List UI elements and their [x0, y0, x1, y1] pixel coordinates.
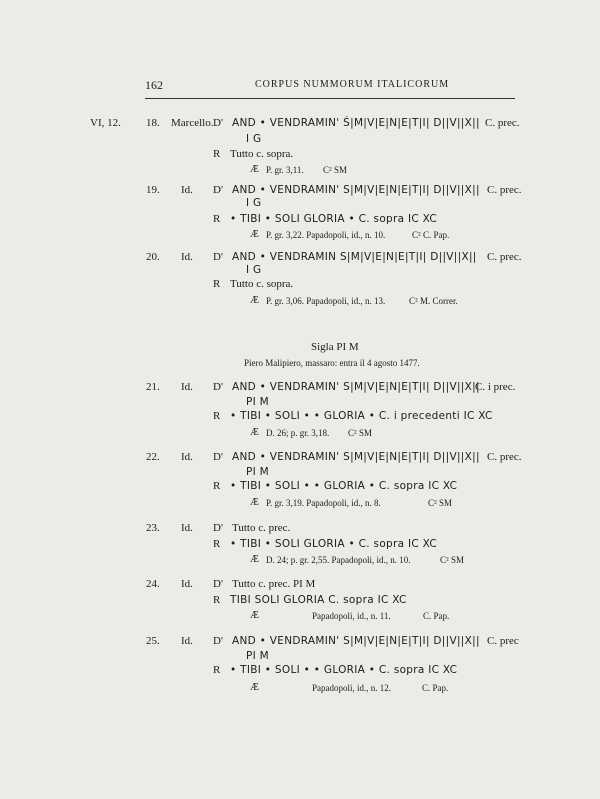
- coin-details: Papadopoli, id., n. 12.: [312, 683, 391, 693]
- sigla-note: Piero Malipiero, massaro: entra il 4 agosto 1477.: [244, 358, 420, 368]
- entry-number: 18.: [146, 117, 160, 129]
- obverse-mark: D': [213, 184, 223, 196]
- entry-number: 23.: [146, 522, 160, 534]
- reverse-legend: Tutto c. sopra.: [230, 278, 294, 290]
- reverse-legend: • TIBI • SOLI • • GLORIA • C. sopra IC XC: [230, 664, 458, 676]
- obverse-mark: D': [213, 251, 223, 263]
- metal-symbol: Æ: [250, 229, 259, 240]
- reverse-mark: R: [213, 148, 221, 160]
- metal-symbol: Æ: [250, 497, 259, 508]
- reverse-mark: R: [213, 538, 221, 550]
- reverse-legend: Tutto c. sopra.: [230, 148, 294, 160]
- reverse-legend: • TIBI • SOLI • • GLORIA • C. i precedenti IC XC: [230, 410, 493, 422]
- obverse-sigla: I G: [246, 264, 262, 276]
- entry-place: Id.: [181, 522, 193, 534]
- obverse-sigla: I G: [246, 197, 262, 209]
- coin-grade: C² SM: [348, 428, 372, 438]
- reverse-mark: R: [213, 410, 221, 422]
- sigla-heading: Sigla PI M: [311, 341, 359, 353]
- metal-symbol: Æ: [250, 554, 259, 565]
- metal-symbol: Æ: [250, 427, 259, 438]
- entry-number: 22.: [146, 451, 160, 463]
- coin-details: P. gr. 3,06. Papadopoli, id., n. 13.: [266, 296, 386, 306]
- coin-details: P. gr. 3,22. Papadopoli, id., n. 10.: [266, 230, 386, 240]
- coin-grade: C² SM: [440, 555, 464, 565]
- obverse-mark: D': [213, 635, 223, 647]
- obverse-reference: C. prec: [487, 635, 519, 647]
- coin-details: P. gr. 3,11.: [266, 165, 304, 175]
- obverse-mark: D': [213, 117, 223, 129]
- coin-grade: C² SM: [323, 165, 347, 175]
- reverse-mark: R: [213, 213, 221, 225]
- obverse-mark: D': [213, 578, 223, 590]
- obverse-reference: C. prec.: [487, 251, 522, 263]
- obverse-mark: D': [213, 381, 223, 393]
- catalog-entry: [0, 372, 600, 442]
- metal-symbol: Æ: [250, 610, 259, 621]
- running-title: CORPUS NUMMORUM ITALICORUM: [255, 79, 450, 90]
- reverse-legend: • TIBI • SOLI • • GLORIA • C. sopra IC XC: [230, 480, 458, 492]
- reverse-mark: R: [213, 278, 221, 290]
- catalog-entry: [0, 175, 600, 245]
- plate-reference: VI, 12.: [90, 117, 121, 129]
- obverse-sigla: PI M: [246, 650, 270, 662]
- obverse-legend: AND • VENDRAMIN' Ś|M|V|E|N|E|T|I| D||V||X||: [232, 117, 480, 129]
- entry-number: 20.: [146, 251, 160, 263]
- catalog-entry: [0, 626, 600, 696]
- entry-place: Id.: [181, 381, 193, 393]
- entry-place: Id.: [181, 251, 193, 263]
- page-number: 162: [145, 78, 163, 92]
- obverse-legend: Tutto c. prec.: [232, 522, 291, 534]
- entry-number: 25.: [146, 635, 160, 647]
- entry-place: Id.: [181, 578, 193, 590]
- entry-place: Marcello.: [171, 117, 214, 129]
- obverse-reference: C. prec.: [487, 451, 522, 463]
- entry-number: 19.: [146, 184, 160, 196]
- coin-details: D. 26; p. gr. 3,18.: [266, 428, 330, 438]
- entry-number: 24.: [146, 578, 160, 590]
- coin-details: D. 24; p. gr. 2,55. Papadopoli, id., n. 10.: [266, 555, 411, 565]
- coin-grade: C. Pap.: [423, 611, 450, 621]
- entry-place: Id.: [181, 635, 193, 647]
- obverse-legend: AND • VENDRAMIN' S|M|V|E|N|E|T|I| D||V||X||: [232, 381, 480, 393]
- coin-details: Papadopoli, id., n. 11.: [312, 611, 391, 621]
- reverse-mark: R: [213, 480, 221, 492]
- reverse-legend: • TIBI • SOLI GLORIA • C. sopra IC XC: [230, 213, 438, 225]
- obverse-reference: C. i prec.: [475, 381, 516, 393]
- obverse-legend: Tutto c. prec. PI M: [232, 578, 316, 590]
- entry-place: Id.: [181, 451, 193, 463]
- coin-grade: C² C. Pap.: [412, 230, 450, 240]
- reverse-mark: R: [213, 664, 221, 676]
- metal-symbol: Æ: [250, 295, 259, 306]
- coin-grade: C² M. Correr.: [409, 296, 458, 306]
- coin-details: P. gr. 3,19. Papadopoli, id., n. 8.: [266, 498, 381, 508]
- metal-symbol: Æ: [250, 164, 259, 175]
- obverse-mark: D': [213, 522, 223, 534]
- reverse-legend: TIBI SOLI GLORIA C. sopra IC XC: [230, 594, 407, 606]
- obverse-reference: C. prec.: [485, 117, 520, 129]
- obverse-legend: AND • VENDRAMIN' S|M|V|E|N|E|T|I| D||V||X||: [232, 635, 480, 647]
- obverse-sigla: PI M: [246, 466, 270, 478]
- metal-symbol: Æ: [250, 682, 259, 693]
- obverse-sigla: I G: [246, 133, 262, 145]
- catalog-entry: [0, 441, 600, 511]
- catalog-entry: [0, 242, 600, 312]
- obverse-legend: AND • VENDRAMIN' S|M|V|E|N|E|T|I| D||V||X||: [232, 184, 480, 196]
- entry-number: 21.: [146, 381, 160, 393]
- coin-grade: C. Pap.: [422, 683, 449, 693]
- coin-grade: C² SM: [428, 498, 452, 508]
- obverse-sigla: PI M: [246, 396, 270, 408]
- obverse-mark: D': [213, 451, 223, 463]
- obverse-legend: AND • VENDRAMIN S|M|V|E|N|E|T|I| D||V||X||: [232, 251, 477, 263]
- obverse-reference: C. prec.: [487, 184, 522, 196]
- catalog-entry: [0, 108, 600, 178]
- page-header: [145, 76, 515, 99]
- reverse-mark: R: [213, 594, 221, 606]
- entry-place: Id.: [181, 184, 193, 196]
- reverse-legend: • TIBI • SOLI GLORIA • C. sopra IC XC: [230, 538, 438, 550]
- obverse-legend: AND • VENDRAMIN' S|M|V|E|N|E|T|I| D||V||X||: [232, 451, 480, 463]
